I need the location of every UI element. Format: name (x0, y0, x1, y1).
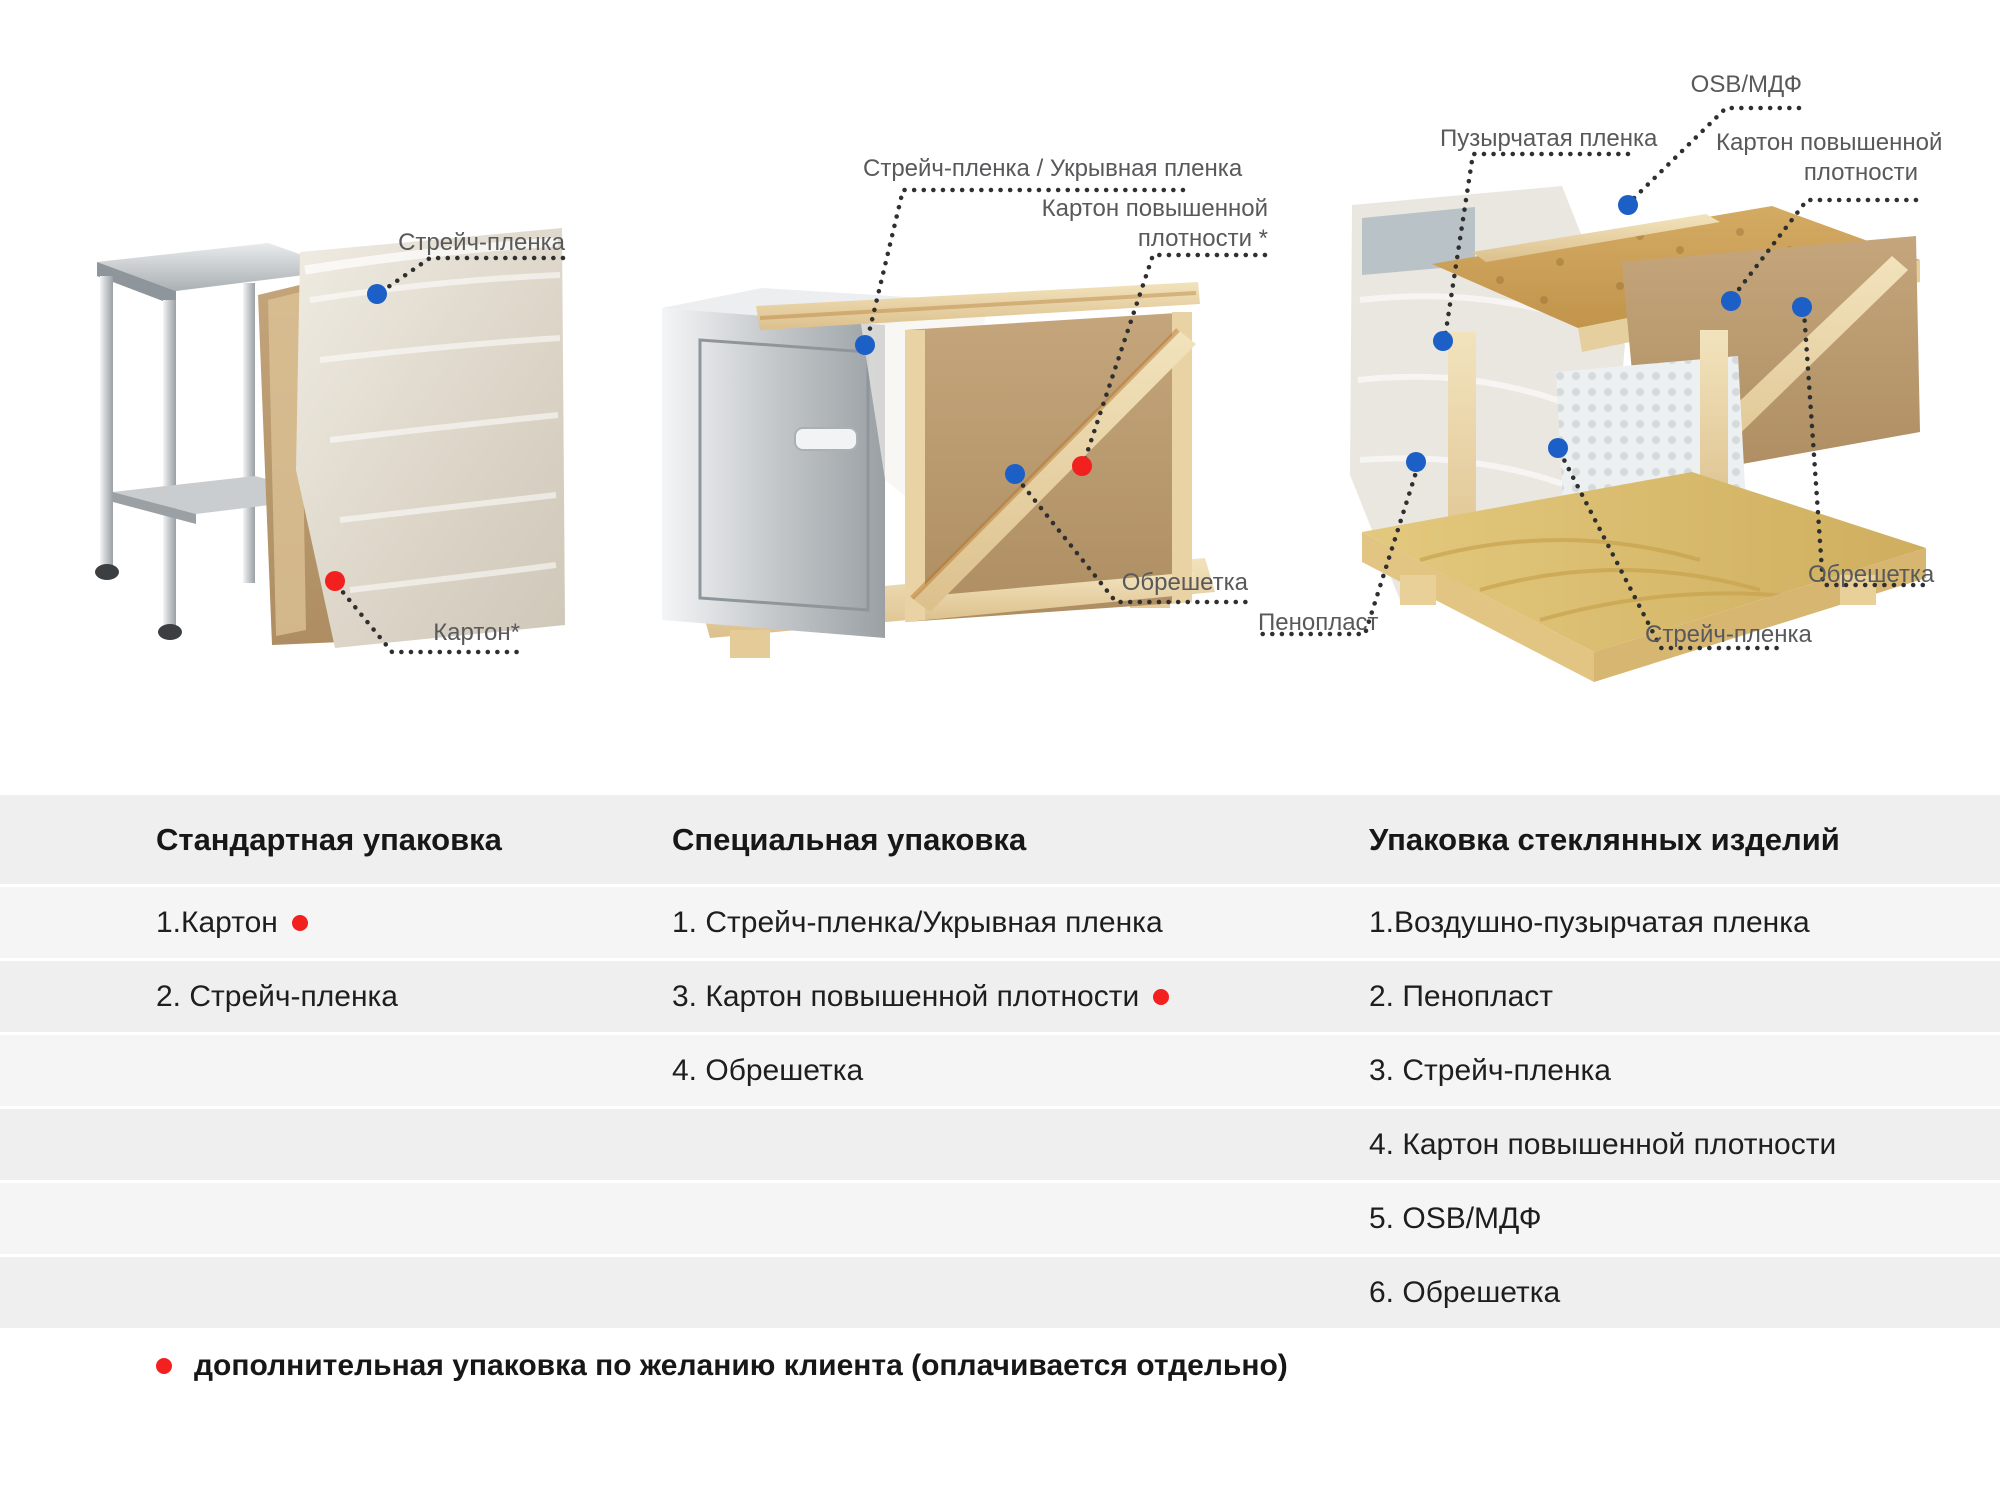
marker-crate-2 (1005, 464, 1025, 484)
marker-stretch-film-1 (367, 284, 387, 304)
callout-photo3-crate: Обрешетка (1808, 561, 1935, 588)
marker-cardboard-1 (325, 571, 345, 591)
marker-foam-3 (1406, 452, 1426, 472)
packaging-comparison-table (0, 795, 2000, 1331)
cell-glass-2: 2. Пенопласт (1369, 979, 1554, 1013)
marker-dense-cardboard-3 (1721, 291, 1741, 311)
table-row (0, 1257, 2000, 1328)
callout-photo3-bubble-wrap: Пузырчатая пленка (1440, 125, 1658, 152)
callout-photo1-stretch-film: Стрейч-пленка (398, 229, 565, 256)
cell-special-3: 4. Обрешетка (672, 1053, 864, 1087)
callout-photo3-foam: Пенопласт (1258, 609, 1379, 636)
cell-glass-5: 5. OSB/МДФ (1369, 1201, 1542, 1235)
column-header-standard: Стандартная упаковка (156, 821, 502, 857)
paid-extra-dot (156, 1358, 172, 1374)
cell-standard-2: 2. Стрейч-пленка (156, 979, 398, 1013)
table-row (0, 887, 2000, 958)
cell-glass-6: 6. Обрешетка (1369, 1275, 1561, 1309)
marker-osb-3 (1618, 195, 1638, 215)
cell-special-2: 3. Картон повышенной плотности (670, 961, 1367, 1032)
cell-glass-4: 4. Картон повышенной плотности (1369, 1127, 1837, 1161)
marker-dense-cardboard-2 (1072, 456, 1092, 476)
legend-text: дополнительная упаковка по желанию клиента (оплачивается отдельно) (194, 1349, 1288, 1382)
table-row (0, 1183, 2000, 1254)
marker-stretch-cover-2 (855, 335, 875, 355)
photo-glass-packaging (1350, 186, 1926, 682)
column-header-special: Специальная упаковка (672, 821, 1027, 857)
cell-special-1: 1. Стрейч-пленка/Укрывная пленка (672, 905, 1163, 939)
callout-photo3-osb: OSB/МДФ (1690, 71, 1802, 98)
marker-crate-3 (1792, 297, 1812, 317)
callout-photo2-crate: Обрешетка (1121, 569, 1248, 596)
marker-bubble-wrap-3 (1433, 331, 1453, 351)
column-header-glass: Упаковка стеклянных изделий (1369, 821, 1840, 857)
callout-photo3-dense-cardboard: Картон повышенной плотности (1716, 129, 1943, 186)
marker-stretch-film-3 (1548, 438, 1568, 458)
table-header-row (0, 795, 2000, 884)
callout-photo1-cardboard: Картон* (433, 619, 520, 646)
packaging-photos-artwork (0, 0, 2000, 700)
callout-photo2-stretch-cover-film: Стрейч-пленка / Укрывная пленка (863, 155, 1243, 182)
table-row (0, 1035, 2000, 1106)
table-row (0, 1109, 2000, 1180)
cell-glass-3: 3. Стрейч-пленка (1369, 1053, 1611, 1087)
paid-extra-dot (292, 915, 308, 931)
cell-standard-1: 1.Картон (0, 887, 670, 958)
callout-photo3-stretch-film: Стрейч-пленка (1645, 621, 1812, 648)
paid-extra-legend (156, 1349, 1288, 1383)
callout-photo2-dense-cardboard: Картон повышенной плотности * (1041, 195, 1268, 252)
table-row (0, 961, 2000, 1032)
paid-extra-dot (1153, 989, 1169, 1005)
cell-glass-1: 1.Воздушно-пузырчатая пленка (1369, 905, 1810, 939)
